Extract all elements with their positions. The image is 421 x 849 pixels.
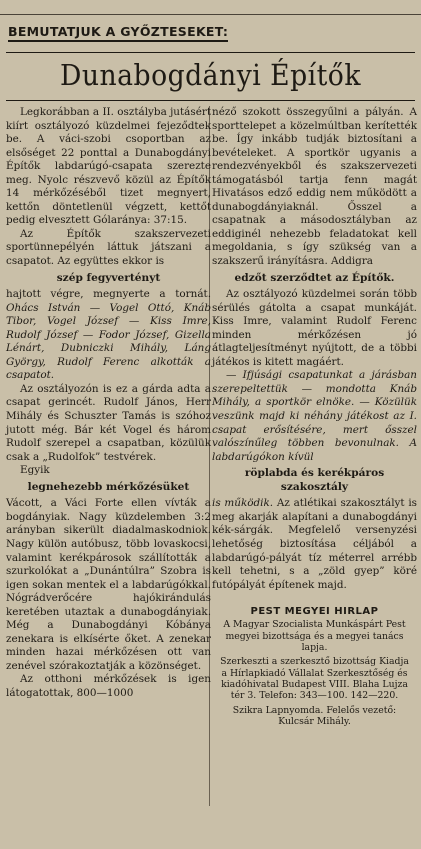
quote-paragraph: — Ifjúsági csapatunkat a járásban szerepeltettük — mondotta Knáb Mihály, a sportkör elnöke. — Közülük veszünk majd ki néhány játékost az I. csapat erősítésére, mert ősszel valószínűleg többen bevonulnak. A labdarúgókon kívül [212, 369, 417, 463]
masthead-line: A Magyar Szocialista Munkáspárt Pest megyei bizottsága és a megyei tanács lapja. [223, 619, 406, 654]
masthead-line: Szerkeszti a szerkesztő bizottság Kiadja a Hírlapkiadó Vállalat Szerkesztőség és kiadóhivatal Budapest VIII. Blaha Lujza tér 3. Telefon: 343—100. 142—220. [220, 656, 409, 702]
masthead-line: Szikra Lapnyomda. Felelős vezető: Kulcsár Mihály. [232, 704, 397, 727]
subheading: legnehezebb mérkőzésüket [27, 480, 190, 493]
paragraph [212, 497, 417, 592]
subheading: edzőt szerződtet az Építők. [234, 271, 395, 284]
subheading: szép fegyvertényt [56, 271, 161, 284]
right-column [212, 106, 417, 727]
paragraph: Az Építők szakszervezeti sportünnepélyén láttuk játszani a csapatot. Az együttes ekkor is [6, 227, 211, 268]
title-rule-bottom [6, 100, 415, 101]
title-rule-top [6, 52, 415, 53]
paragraph: Vácott, a Váci Forte ellen vívták a bogdányiak. Nagy küzdelemben 3:2 arányban sikerült diadalmaskodniok. Nagy külön autóbusz, több lovaskocsi, valamint kerékpárosok szállították a szurkolókat a „Dunántúlra” Szobra is igen sokan mentek el a labdarúgókkal. Nógrádverőcére hajókirándulás keretében utaztak a dunabogdányiak. Még a Dunabogdányi Kóbánya zenekara is elkísérte őket. A zenekar minden hazai mérkőzésen ott van zenével szórakoztatják a közönséget. [6, 497, 211, 672]
text-span: is működik. [212, 497, 274, 510]
paragraph: Az osztályozón is ez a gárda adta a csapat gerincét. Rudolf János, Herr Mihály és Schuszter Tamás is szóhoz jutott még. Bár két Vogel és három Rudolf szerepel a csapatban, közülük csak a „Rudolfok” testvérek. [6, 382, 211, 463]
subheading: röplabda és kerékpáros szakosztály [244, 467, 385, 493]
masthead-box [212, 600, 417, 727]
paragraph: Egyik [20, 464, 50, 477]
paragraph: néző szokott összegyűlni a pályán. A sporttelepet a közelmúltban kerítették be. Így inkább tudják biztosítani a bevételeket. A sportkör ugyanis a rendezvényekből és szakszervezeti támogatásból tartja fenn magát Hivatásos edző eddig nem működött a dunabogdányiaknál. Ősszel a csapatnak a másodosztályban az eddiginél nehezebb feladatokat kell megoldania, s így szükség van a szakszerű irányításra. Addigra [212, 106, 417, 268]
team-lineup: Ohács István — Vogel Ottó, Knáb Tibor, Vogel József — Kiss Imre, Rudolf József — Fodor József, Gizella Lénárt, Dubniczki Mihály, Láng György, Rudolf Ferenc alkották a csapatot. [6, 301, 211, 382]
top-strip [0, 0, 421, 15]
left-column [6, 106, 211, 701]
paragraph [6, 288, 211, 383]
paragraph: Legkorábban a II. osztályba jutásért kiírt osztályozó küzdelmei fejeződtek be. A váci-szobi csoportban az elsőséget 22 ponttal a Dunabogdányi Építők labdarúgó-csapata szerezte meg. Nyolc részvevő közül az Építők 14 mérkőzéséből tizet megnyert, kettőn döntetlenül végzett, kettőt pedig elvesztett Gólaránya: 37:15. [6, 106, 211, 227]
paragraph: Az otthoni mérkőzések is igen látogatottak, 800—1000 [6, 673, 211, 699]
section-kicker: BEMUTATJUK A GYŐZTESEKET: [8, 24, 228, 42]
article-title: Dunabogdányi Építők [60, 58, 361, 92]
text-span: hajtott végre, megnyerte a tornát. [6, 288, 211, 301]
text-span: Az atlétikai szakosztályt is meg akarják alapítani a dunabogdányi kék-sárgák. Megfelelő versenyzési lehetőség biztosítása céljából a labdarúgó-pályát tíz méterrel arrébb kell tehetni, s a „zöld gyep” köré futópályát építenek majd. [212, 497, 417, 591]
masthead-name: PEST MEGYEI HIRLAP [250, 606, 379, 618]
paragraph: Az osztályozó küzdelmei során több sérülés gátolta a csapat munkáját. Kiss Imre, valamint Rudolf Ferenc minden mérkőzésen jó átlagteljesítményt nyújtott, de a többi játékos is kitett magáért. [212, 288, 417, 368]
